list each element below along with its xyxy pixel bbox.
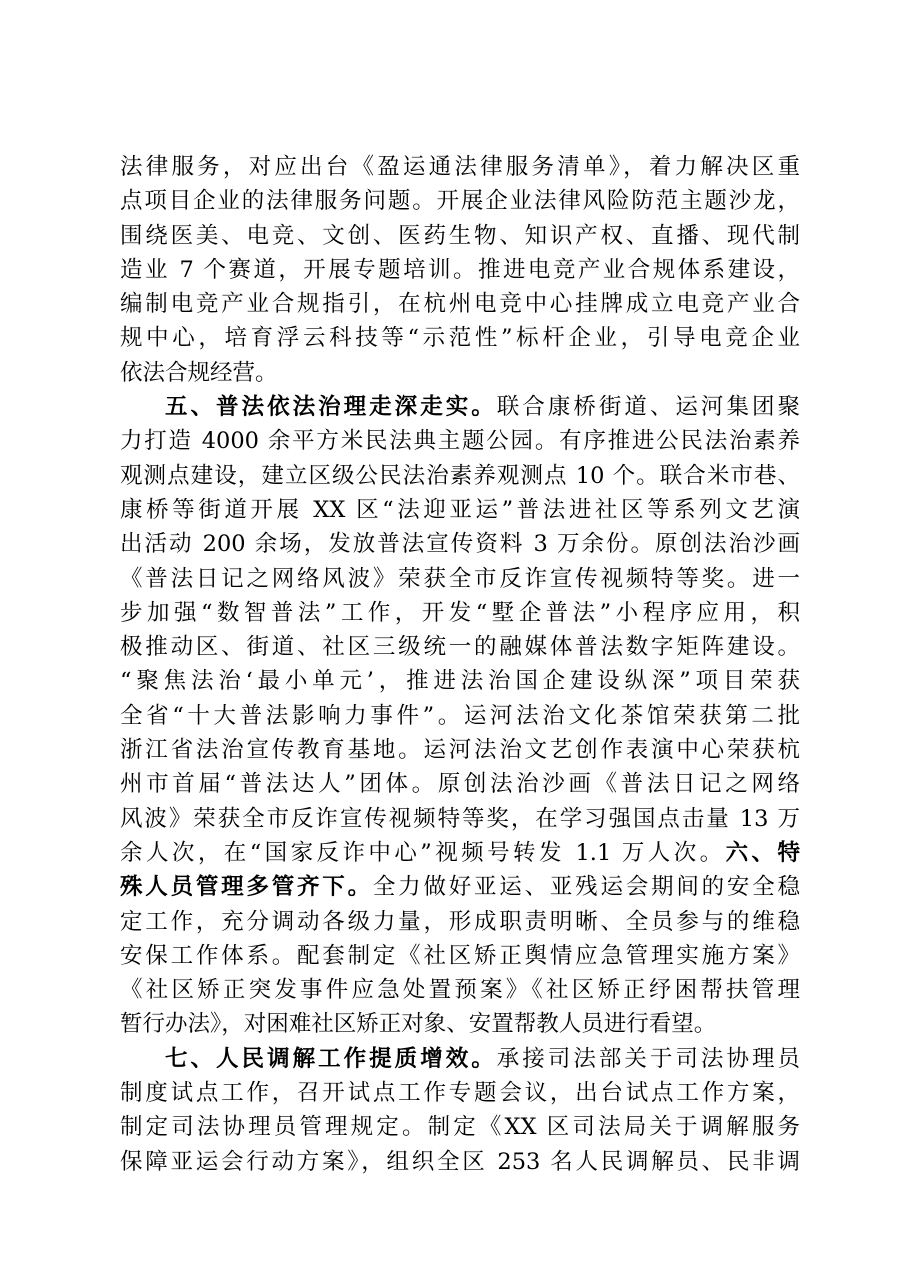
text-line: 出活动 200 余场，发放普法宣传资料 3 万余份。原创法治沙画 (120, 531, 800, 558)
section-heading: 殊人员管理多管齐下。 (120, 874, 373, 901)
text-line: 法律服务，对应出台《盈运通法律服务清单》，着力解决区重 (120, 154, 800, 180)
text-line: 浙江省法治宣传教育基地。运河法治文艺创作表演中心荣获杭 (120, 737, 800, 764)
text-line: 依法合规经营。 (120, 359, 278, 386)
section-heading: 七、人民调解工作提质增效。 (165, 1045, 497, 1072)
text-line: 州市首届“普法达人”团体。原创法治沙画《普法日记之网络 (120, 771, 800, 798)
text-line: 步加强“数智普法”工作，开发“墅企普法”小程序应用，积 (120, 599, 800, 626)
text-line: 极推动区、街道、社区三级统一的融媒体普法数字矩阵建设。 (120, 634, 800, 661)
text-line: 制度试点工作，召开试点工作专题会议，出台试点工作方案， (120, 1080, 800, 1107)
text-line: 定工作，充分调动各级力量，形成职责明晰、全员参与的维稳 (120, 908, 800, 935)
text-line: 规中心，培育浮云科技等“示范性”标杆企业，引导电竞企业 (120, 325, 800, 352)
text-line: 围绕医美、电竞、文创、医药生物、知识产权、直播、现代制 (120, 222, 800, 249)
text-line: 《社区矫正突发事件应急处置预案》《社区矫正纾困帮扶管理 (120, 977, 800, 1004)
text-line: 安保工作体系。配套制定《社区矫正舆情应急管理实施方案》 (120, 942, 800, 969)
text-line: 《普法日记之网络风波》荣获全市反诈宣传视频特等奖。进一 (120, 565, 800, 592)
text-line: 余人次，在“国家反诈中心”视频号转发 1.1 万人次。六、特 (120, 839, 800, 866)
section-heading: 五、普法依法治理走深走实。 (165, 394, 497, 421)
text-line: 保障亚运会行动方案》，组织全区 253 名人民调解员、民非调 (120, 1148, 800, 1175)
text-line: 点项目企业的法律服务问题。开展企业法律风险防范主题沙龙， (120, 188, 800, 215)
section-heading-line: 五、普法依法治理走深走实。联合康桥街道、运河集团聚 (165, 394, 800, 421)
document-page (120, 150, 800, 1179)
section-heading-line: 七、人民调解工作提质增效。承接司法部关于司法协理员 (165, 1045, 800, 1072)
text-line: 观测点建设，建立区级公民法治素养观测点 10 个。联合米市巷、 (120, 462, 800, 489)
text-line: 造业 7 个赛道，开展专题培训。推进电竞产业合规体系建设， (120, 256, 800, 283)
text-line: 风波》荣获全市反诈宣传视频特等奖，在学习强国点击量 13 万 (120, 805, 800, 832)
section-heading: 六、特 (725, 839, 800, 866)
text-line: 力打造 4000 余平方米民法典主题公园。有序推进公民法治素养 (120, 428, 800, 455)
text-line: 暂行办法》，对困难社区矫正对象、安置帮教人员进行看望。 (120, 1011, 717, 1038)
text-line: 殊人员管理多管齐下。全力做好亚运、亚残运会期间的安全稳 (120, 874, 800, 901)
text-line: 康桥等街道开展 XX 区“法迎亚运”普法进社区等系列文艺演 (120, 496, 800, 523)
text-line: 全省“十大普法影响力事件”。运河法治文化茶馆荣获第二批 (120, 702, 800, 729)
text-line: 编制电竞产业合规指引，在杭州电竞中心挂牌成立电竞产业合 (120, 291, 800, 318)
text-line: 制定司法协理员管理规定。制定《XX 区司法局关于调解服务 (120, 1114, 800, 1141)
text-line: “聚焦法治‘最小单元’，推进法治国企建设纵深”项目荣获 (120, 668, 800, 695)
